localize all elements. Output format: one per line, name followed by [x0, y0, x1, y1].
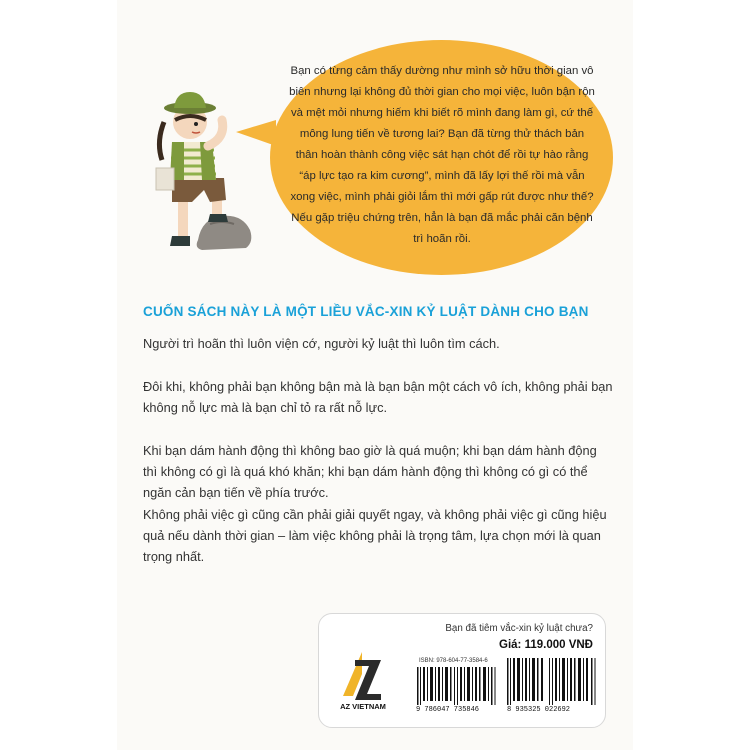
- isbn-label: ISBN: 978-604-77-3584-6: [419, 658, 488, 664]
- price-barcode-box: [318, 613, 606, 728]
- price-label: Giá: 119.000 VNĐ: [499, 639, 593, 651]
- price-barcode: [507, 658, 597, 705]
- paragraph-4: Không phải việc gì cũng cần phải giải quyết ngay, và không phải việc gì cũng hiệu quả nếu dành thời gian – làm việc không phải là trọng tâm, lựa chọn mới là quan trọng nhất.: [143, 507, 607, 564]
- paragraph-1: Người trì hoãn thì luôn viện cớ, người kỷ luật thì luôn tìm cách.: [143, 336, 500, 351]
- explorer-kid-illustration: [150, 90, 265, 255]
- isbn-barcode-number: 9 786047 735846: [416, 706, 480, 714]
- paragraph-3: Khi bạn dám hành động thì không bao giờ là quá muộn; khi bạn dám hành động thì không có gì là quá khó khăn; khi bạn dám hành động thì không có gì có thể ngăn cản bạn tiến về phía trước.: [143, 443, 597, 500]
- bubble-text: Bạn có từng cảm thấy dường như mình sở hữu thời gian vô biên nhưng lại không đủ thời gian cho mọi việc, luôn bận rộn và mệt mỏi nhưng hiếm khi biết rõ mình đang làm gì, cứ thế mông lung tiến về tương lai? Bạn đã từng thử thách bản thân hoàn thành công việc sát hạn chót để rồi tự hào rằng “áp lực tạo ra kim cương”, mình đã lấy lợi thế rồi mà vẫn xong việc, mình phải giỏi lắm thì mới gấp rút được như thế? Nếu gặp triệu chứng trên, hẳn là bạn đã mắc phải căn bệnh trì hoãn rồi.: [289, 65, 595, 245]
- publisher-brand: AZ VIETNAM: [340, 702, 386, 711]
- price-barcode-number: 8 935325 022692: [507, 706, 571, 714]
- paragraph-2: Đôi khi, không phải bạn không bận mà là bạn bận một cách vô ích, không phải bạn không nỗ lực mà là bạn chỉ tỏ ra rất nỗ lực.: [143, 379, 613, 415]
- isbn-barcode: [417, 667, 497, 705]
- section-heading: CUỐN SÁCH NÀY LÀ MỘT LIỀU VẮC-XIN KỶ LUẬT DÀNH CHO BẠN: [143, 304, 589, 319]
- slogan: Bạn đã tiêm vắc-xin kỷ luật chưa?: [445, 623, 593, 634]
- az-vietnam-logo-icon: [333, 650, 391, 704]
